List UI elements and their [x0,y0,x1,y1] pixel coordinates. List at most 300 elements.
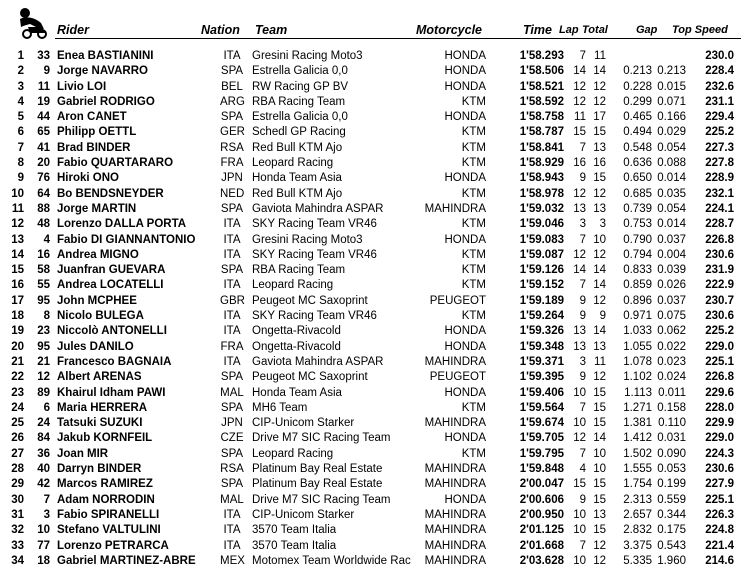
lap-time-cell: 1'59.674 [519,417,564,430]
gap-first-cell: 3.375 [623,539,652,552]
nation-cell: MAL [220,493,244,506]
position-cell: 27 [11,447,24,460]
table-row [0,64,745,79]
rider-number-cell: 77 [37,539,50,552]
table-row [0,263,745,278]
top-speed-cell: 232.6 [705,80,734,93]
team-cell: Drive M7 SIC Racing Team [252,432,391,445]
total-laps-cell: 10 [593,233,606,246]
total-laps-cell: 14 [593,432,606,445]
top-speed-cell: 224.1 [705,202,734,215]
rider-name-cell: Enea BASTIANINI [57,50,154,62]
top-speed-cell: 228.4 [705,65,734,78]
lap-time-cell: 1'59.083 [519,233,564,246]
team-cell: Ongetta-Rivacold [252,325,341,338]
header-team: Team [255,23,288,37]
gap-previous-cell: 0.071 [657,95,686,108]
best-lap-cell: 14 [573,264,586,277]
gap-first-cell: 1.102 [623,371,652,384]
team-cell: Red Bull KTM Ajo [252,141,343,154]
header-lap: Lap [559,24,579,36]
best-lap-cell: 12 [573,187,586,200]
total-laps-cell: 15 [593,478,606,491]
gap-previous-cell: 0.166 [657,111,686,124]
rider-name-cell: Lorenzo DALLA PORTA [57,218,187,231]
gap-previous-cell: 0.014 [657,172,686,185]
best-lap-cell: 15 [573,478,586,491]
table-row [0,355,745,370]
gap-previous-cell: 0.199 [657,478,686,491]
total-laps-cell: 12 [593,294,606,307]
table-row [0,431,745,446]
best-lap-cell: 9 [579,310,586,323]
nation-cell: SPA [220,65,244,78]
team-cell: Platinum Bay Real Estate [252,478,383,491]
team-cell: Peugeot MC Saxoprint [252,371,368,384]
top-speed-cell: 221.4 [705,539,734,552]
lap-time-cell: 1'59.795 [519,447,564,460]
gap-first-cell: 0.636 [623,157,652,170]
lap-time-cell: 1'59.848 [519,463,564,476]
position-cell: 31 [11,508,24,521]
gap-previous-cell: 0.035 [657,187,686,200]
lap-time-cell: 1'58.592 [519,95,564,108]
gap-first-cell: 5.335 [623,554,652,567]
lap-time-cell: 1'58.841 [519,141,564,154]
team-cell: RBA Racing Team [252,264,346,277]
team-cell: Gaviota Mahindra ASPAR [252,355,384,368]
lap-time-cell: 1'59.152 [519,279,564,292]
lap-time-cell: 1'59.126 [519,264,564,277]
rider-number-cell: 42 [37,478,50,491]
top-speed-cell: 230.7 [705,294,734,307]
rider-number-cell: 84 [37,432,50,445]
rider-number-cell: 44 [37,111,50,124]
position-cell: 28 [11,463,24,476]
header-nation: Nation [201,23,240,37]
team-cell: Platinum Bay Real Estate [252,463,383,476]
nation-cell: SPA [220,371,244,384]
top-speed-cell: 226.8 [705,233,734,246]
nation-cell: ITA [223,325,241,338]
nation-cell: CZE [220,432,244,445]
motorcycle-cell: KTM [461,264,486,277]
rider-name-cell: Khairul Idham PAWI [57,386,166,399]
best-lap-cell: 12 [573,432,586,445]
rider-number-cell: 20 [37,157,50,170]
table-row [0,477,745,492]
rider-name-cell: Fabio QUARTARARO [57,157,174,170]
position-cell: 7 [17,141,24,154]
position-cell: 11 [11,202,24,215]
team-cell: SKY Racing Team VR46 [252,248,377,261]
total-laps-cell: 11 [594,355,606,368]
position-cell: 15 [11,264,24,277]
gap-previous-cell: 0.037 [657,294,686,307]
results-table [0,49,745,569]
total-laps-cell: 15 [593,386,606,399]
gap-previous-cell: 0.543 [657,539,686,552]
team-cell: Drive M7 SIC Racing Team [252,493,391,506]
motorcycle-cell: MAHINDRA [424,554,486,567]
rider-name-cell: Francesco BAGNAIA [57,355,172,368]
gap-first-cell: 0.794 [623,248,652,261]
gap-first-cell: 2.832 [623,524,652,537]
gap-previous-cell: 0.039 [657,264,686,277]
team-cell: Gresini Racing Moto3 [252,233,363,246]
position-cell: 26 [11,432,24,445]
motorcycle-cell: MAHINDRA [424,478,486,491]
lap-time-cell: 1'59.564 [519,401,564,414]
table-row [0,462,745,477]
top-speed-cell: 230.0 [705,50,734,62]
total-laps-cell: 14 [593,325,606,338]
rider-name-cell: Adam NORRODIN [57,493,155,506]
team-cell: Ongetta-Rivacold [252,340,341,353]
motorcycle-cell: KTM [461,310,486,323]
nation-cell: ITA [223,539,241,552]
total-laps-cell: 13 [593,141,606,154]
gap-first-cell: 0.739 [623,202,652,215]
top-speed-cell: 226.3 [705,508,734,521]
rider-name-cell: Albert ARENAS [57,371,142,384]
total-laps-cell: 15 [593,172,606,185]
table-header [0,0,745,40]
position-cell: 21 [11,355,24,368]
gap-first-cell: 1.412 [623,432,652,445]
nation-cell: ARG [220,95,245,108]
gap-previous-cell: 0.344 [657,508,686,521]
motorcycle-cell: KTM [461,279,486,292]
total-laps-cell: 12 [593,187,606,200]
motorcycle-cell: MAHINDRA [424,539,486,552]
gap-previous-cell: 0.023 [657,355,686,368]
rider-number-cell: 6 [43,401,50,414]
table-row [0,202,745,217]
rider-number-cell: 58 [37,264,50,277]
motorcycle-cell: HONDA [444,340,486,353]
rider-number-cell: 76 [37,172,50,185]
top-speed-cell: 214.6 [705,554,734,567]
rider-number-cell: 89 [37,386,50,399]
nation-cell: ITA [223,50,241,62]
best-lap-cell: 7 [579,447,586,460]
total-laps-cell: 12 [593,80,606,93]
top-speed-cell: 231.1 [705,95,734,108]
rider-name-cell: Brad BINDER [57,141,131,154]
nation-cell: NED [220,187,245,200]
best-lap-cell: 7 [579,401,586,414]
best-lap-cell: 11 [574,111,586,124]
lap-time-cell: 1'59.189 [519,294,564,307]
nation-cell: JPN [221,172,243,185]
top-speed-cell: 224.8 [705,524,734,537]
gap-previous-cell: 0.090 [657,447,686,460]
total-laps-cell: 15 [593,417,606,430]
rider-name-cell: Fabio SPIRANELLI [57,508,160,521]
motorcycle-cell: PEUGEOT [429,294,486,307]
top-speed-cell: 230.6 [705,463,734,476]
top-speed-cell: 229.0 [705,340,734,353]
motorcycle-cell: MAHINDRA [424,355,486,368]
table-row [0,80,745,95]
motorcycle-rider-icon [14,5,48,39]
rider-name-cell: Andrea LOCATELLI [57,279,164,292]
rider-number-cell: 88 [37,202,50,215]
rider-number-cell: 95 [37,294,50,307]
top-speed-cell: 225.2 [705,325,734,338]
top-speed-cell: 229.6 [705,386,734,399]
total-laps-cell: 3 [599,218,606,231]
team-cell: Motomex Team Worldwide Rac [252,554,411,567]
team-cell: Leopard Racing [252,157,334,170]
best-lap-cell: 9 [579,294,586,307]
position-cell: 16 [11,279,24,292]
total-laps-cell: 15 [593,524,606,537]
position-cell: 18 [11,310,24,323]
table-row [0,49,745,64]
gap-first-cell: 1.113 [624,386,652,399]
gap-previous-cell: 0.088 [657,157,686,170]
rider-name-cell: Stefano VALTULINI [57,524,161,537]
team-cell: RW Racing GP BV [252,80,349,93]
team-cell: Honda Team Asia [252,386,342,399]
header-gap: Gap [636,24,658,36]
rider-number-cell: 18 [37,554,50,567]
nation-cell: ITA [223,508,241,521]
header-rider: Rider [57,23,89,37]
lap-time-cell: 1'58.787 [519,126,564,139]
lap-time-cell: 2'00.606 [519,493,564,506]
gap-previous-cell: 0.029 [657,126,686,139]
best-lap-cell: 13 [573,202,586,215]
nation-cell: SPA [220,478,244,491]
top-speed-cell: 228.9 [705,172,734,185]
rider-number-cell: 10 [37,524,50,537]
rider-name-cell: Jakub KORNFEIL [57,432,153,445]
lap-time-cell: 1'59.264 [519,310,564,323]
table-row [0,508,745,523]
gap-first-cell: 0.971 [623,310,652,323]
total-laps-cell: 15 [593,126,606,139]
rider-number-cell: 24 [37,417,50,430]
position-cell: 34 [11,554,24,567]
top-speed-cell: 227.3 [705,141,734,154]
rider-name-cell: Bo BENDSNEYDER [57,187,164,200]
team-cell: 3570 Team Italia [252,524,337,537]
top-speed-cell: 228.0 [705,401,734,414]
team-cell: Leopard Racing [252,279,334,292]
rider-name-cell: Joan MIR [57,447,109,460]
rider-name-cell: Livio LOI [57,80,107,93]
rider-name-cell: Gabriel RODRIGO [57,95,155,108]
total-laps-cell: 13 [593,508,606,521]
header-motorcycle: Motorcycle [416,23,482,37]
position-cell: 9 [17,172,24,185]
motorcycle-cell: KTM [461,218,486,231]
motorcycle-cell: KTM [461,447,486,460]
nation-cell: SPA [220,202,244,215]
gap-previous-cell: 0.004 [657,248,686,261]
best-lap-cell: 13 [573,325,586,338]
motorcycle-cell: HONDA [444,65,486,78]
nation-cell: ITA [223,248,241,261]
rider-name-cell: Tatsuki SUZUKI [57,417,143,430]
gap-first-cell: 2.657 [623,508,652,521]
team-cell: MH6 Team [252,401,308,414]
team-cell: 3570 Team Italia [252,539,337,552]
gap-first-cell: 1.078 [623,355,652,368]
rider-name-cell: John MCPHEE [57,294,137,307]
total-laps-cell: 17 [593,111,606,124]
header-time: Time [523,23,552,37]
rider-number-cell: 21 [37,355,50,368]
position-cell: 25 [11,417,24,430]
table-row [0,278,745,293]
rider-number-cell: 7 [43,493,50,506]
lap-time-cell: 1'59.371 [519,355,564,368]
team-cell: Estrella Galicia 0,0 [252,65,348,78]
gap-previous-cell: 0.054 [657,202,686,215]
lap-time-cell: 1'58.929 [519,157,564,170]
position-cell: 33 [11,539,24,552]
nation-cell: ITA [223,279,241,292]
lap-time-cell: 1'59.395 [519,371,564,384]
rider-name-cell: Hiroki ONO [57,172,119,185]
lap-time-cell: 2'01.125 [519,524,564,537]
rider-name-cell: Jorge NAVARRO [57,65,148,78]
rider-number-cell: 11 [37,80,50,93]
table-row [0,340,745,355]
gap-previous-cell: 0.559 [657,493,686,506]
nation-cell: SPA [220,264,244,277]
table-row [0,156,745,171]
nation-cell: BEL [221,80,243,93]
team-cell: SKY Racing Team VR46 [252,310,377,323]
position-cell: 20 [11,340,24,353]
table-row [0,309,745,324]
motorcycle-cell: KTM [461,157,486,170]
rider-number-cell: 95 [37,340,50,353]
nation-cell: ITA [223,218,241,231]
motorcycle-cell: MAHINDRA [424,463,486,476]
top-speed-cell: 225.1 [705,355,734,368]
lap-time-cell: 1'59.032 [519,202,564,215]
position-cell: 24 [11,401,24,414]
gap-first-cell: 0.833 [623,264,652,277]
motorcycle-cell: HONDA [444,80,486,93]
gap-first-cell: 0.685 [623,187,652,200]
gap-first-cell: 1.381 [623,417,652,430]
position-cell: 14 [11,248,24,261]
top-speed-cell: 227.8 [705,157,734,170]
best-lap-cell: 10 [573,554,586,567]
total-laps-cell: 9 [599,310,606,323]
table-row [0,523,745,538]
top-speed-cell: 226.8 [705,371,734,384]
rider-number-cell: 33 [37,50,50,62]
table-row [0,187,745,202]
rider-number-cell: 64 [37,187,50,200]
best-lap-cell: 7 [579,141,586,154]
gap-first-cell: 0.213 [623,65,652,78]
total-laps-cell: 15 [593,493,606,506]
top-speed-cell: 230.6 [705,248,734,261]
nation-cell: JPN [221,417,243,430]
motorcycle-cell: MAHINDRA [424,202,486,215]
gap-previous-cell: 0.037 [657,233,686,246]
team-cell: Leopard Racing [252,447,334,460]
gap-first-cell: 0.548 [623,141,652,154]
gap-first-cell: 0.790 [623,233,652,246]
gap-previous-cell: 0.015 [657,80,686,93]
position-cell: 12 [11,218,24,231]
best-lap-cell: 9 [579,172,586,185]
lap-time-cell: 2'00.047 [519,478,564,491]
table-row [0,493,745,508]
gap-previous-cell: 0.075 [657,310,686,323]
table-row [0,294,745,309]
rider-name-cell: Juanfran GUEVARA [57,264,166,277]
best-lap-cell: 13 [573,340,586,353]
position-cell: 19 [11,325,24,338]
top-speed-cell: 229.0 [705,432,734,445]
nation-cell: RSA [220,141,244,154]
table-row [0,125,745,140]
rider-name-cell: Fabio DI GIANNANTONIO [57,233,196,246]
best-lap-cell: 16 [573,157,586,170]
gap-first-cell: 1.033 [623,325,652,338]
rider-number-cell: 4 [43,233,50,246]
position-cell: 4 [17,95,24,108]
nation-cell: RSA [220,463,244,476]
gap-first-cell: 0.896 [623,294,652,307]
rider-name-cell: Lorenzo PETRARCA [57,539,169,552]
rider-number-cell: 41 [37,141,50,154]
gap-previous-cell: 0.053 [657,463,686,476]
best-lap-cell: 12 [573,80,586,93]
table-row [0,554,745,569]
gap-previous-cell: 0.158 [657,401,686,414]
motorcycle-cell: KTM [461,141,486,154]
gap-first-cell: 0.859 [623,279,652,292]
team-cell: Red Bull KTM Ajo [252,187,343,200]
nation-cell: GER [220,126,245,139]
motorcycle-cell: HONDA [444,386,486,399]
table-row [0,110,745,125]
rider-number-cell: 55 [37,279,50,292]
rider-name-cell: Philipp OETTL [57,126,137,139]
rider-number-cell: 40 [37,463,50,476]
position-cell: 30 [11,493,24,506]
table-row [0,447,745,462]
position-cell: 17 [11,294,24,307]
motorcycle-cell: KTM [461,126,486,139]
nation-cell: ITA [223,524,241,537]
gap-previous-cell: 0.062 [657,325,686,338]
rider-number-cell: 36 [37,447,50,460]
nation-cell: FRA [220,340,244,353]
top-speed-cell: 229.9 [705,417,734,430]
top-speed-cell: 227.9 [705,478,734,491]
top-speed-cell: 224.3 [705,447,734,460]
best-lap-cell: 3 [579,355,586,368]
position-cell: 29 [11,478,24,491]
position-cell: 3 [17,80,24,93]
header-divider [55,38,741,39]
rider-number-cell: 19 [37,95,50,108]
team-cell: Gresini Racing Moto3 [252,50,363,62]
